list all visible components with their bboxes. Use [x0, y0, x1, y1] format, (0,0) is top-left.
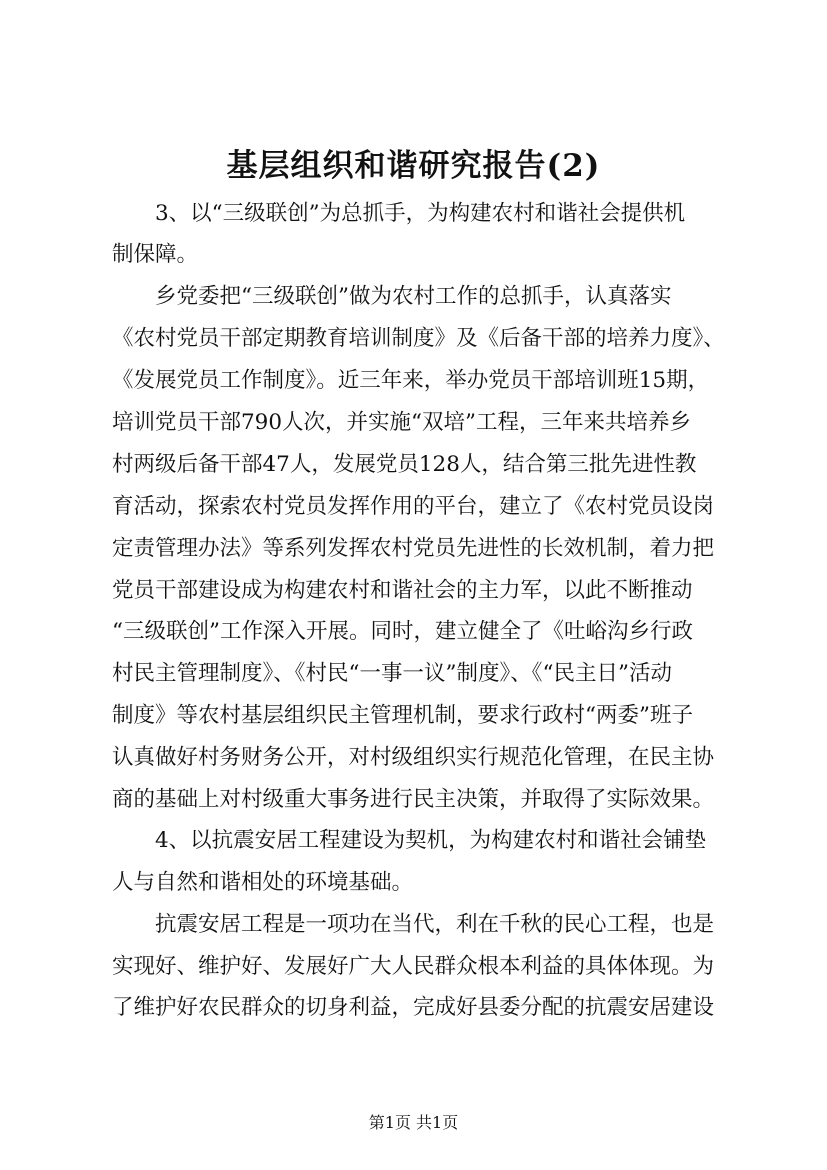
text-line: 育活动，探索农村党员发挥作用的平台，建立了《农村党员设岗: [112, 494, 715, 519]
text-line: 抗震安居工程是一项功在当代，利在千秋的民心工程，也是: [155, 912, 715, 937]
text-line: 认真做好村务财务公开，对村级组织实行规范化管理，在民主协: [112, 745, 715, 770]
text-line: 培训党员干部790人次，并实施“双培”工程，三年来共培养乡: [112, 410, 692, 435]
text-line: 制保障。: [112, 242, 199, 267]
page-footer: 第1页 共1页: [368, 1113, 459, 1132]
text-line: 了维护好农民群众的切身利益，完成好县委分配的抗震安居建设: [112, 995, 715, 1020]
text-line: 村两级后备干部47人，发展党员128人，结合第三批先进性教: [112, 452, 697, 477]
text-line: “三级联创”工作深入开展。同时，建立健全了《吐峪沟乡行政: [112, 619, 693, 644]
text-line: 《农村党员干部定期教育培训制度》及《后备干部的培养力度》、: [112, 326, 725, 351]
text-line: 定责管理办法》等系列发挥农村党员先进性的长效机制，着力把: [112, 536, 715, 561]
text-line: 人与自然和谐相处的环境基础。: [112, 870, 414, 895]
text-line: 乡党委把“三级联创”做为农村工作的总抓手，认真落实: [155, 284, 672, 309]
text-line: 3、以“三级联创”为总抓手，为构建农村和谐社会提供机: [155, 201, 686, 226]
text-line: 实现好、维护好、发展好广大人民群众根本利益的具体体现。为: [112, 954, 715, 979]
text-line: 《发展党员工作制度》。近三年来，举办党员干部培训班15期，: [112, 368, 710, 393]
text-line: 商的基础上对村级重大事务进行民主决策，并取得了实际效果。: [112, 787, 715, 812]
text-line: 村民主管理制度》、《村民“一事一议”制度》、《“民主日”活动: [112, 661, 672, 686]
text-line: 制度》等农村基层组织民主管理机制，要求行政村“两委”班子: [112, 703, 693, 728]
text-line: 4、以抗震安居工程建设为契机，为构建农村和谐社会铺垫: [155, 828, 707, 853]
document-title: 基层组织和谐研究报告(2): [226, 148, 601, 184]
text-line: 党员干部建设成为构建农村和谐社会的主力军，以此不断推动: [112, 578, 693, 603]
